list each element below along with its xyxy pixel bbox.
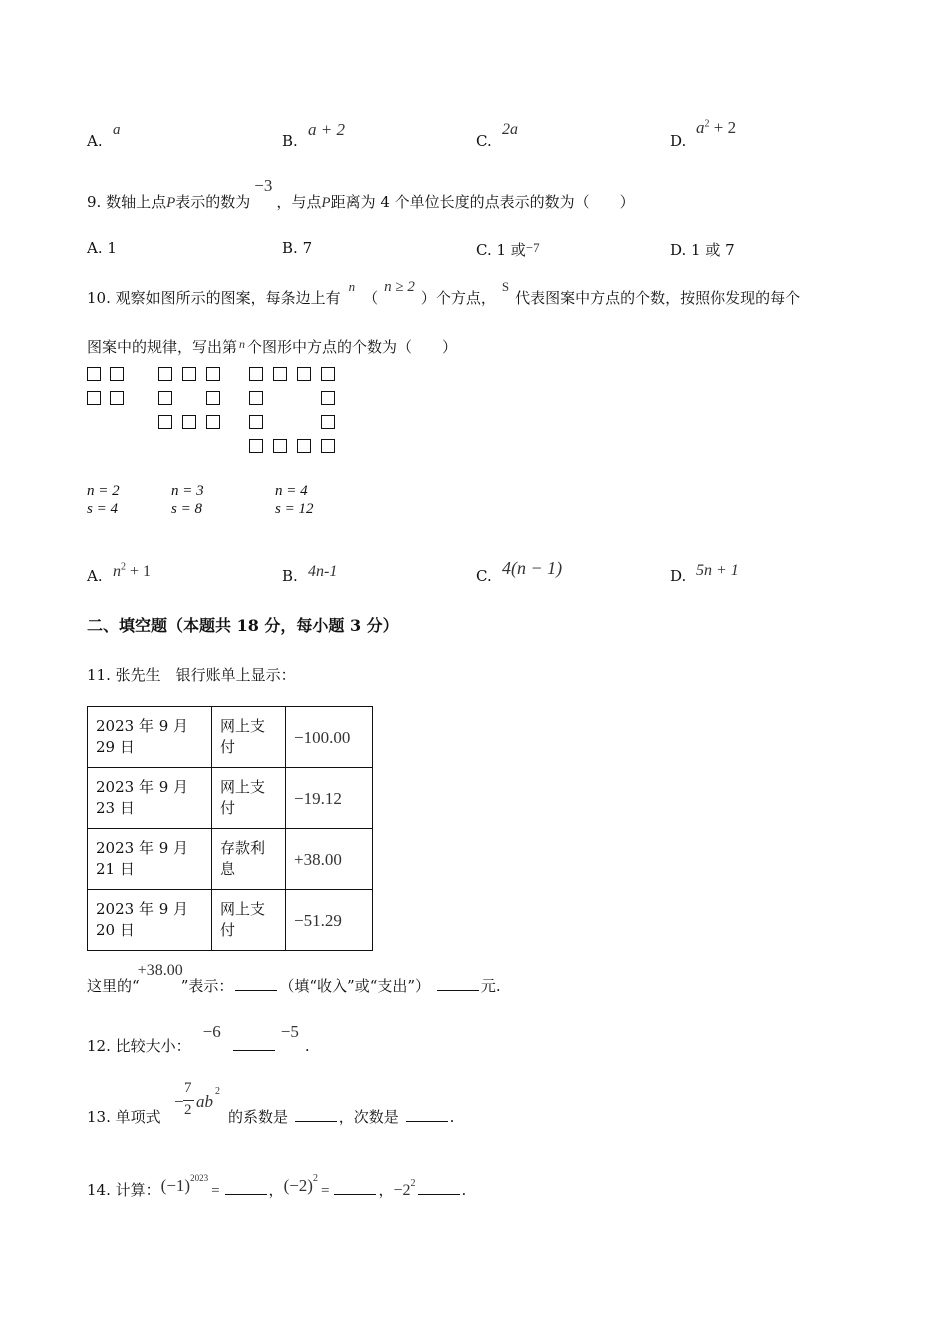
square-dot — [182, 367, 196, 381]
cell-amount: −100.00 — [286, 707, 373, 768]
option-expr: 4n-1 — [308, 563, 338, 580]
option-expr — [113, 561, 151, 581]
square-dot — [249, 415, 263, 429]
q11-stem — [87, 664, 296, 685]
square-dot — [158, 367, 172, 381]
stem-text: ”表示： — [180, 977, 234, 995]
label-s: s = 4 — [87, 501, 118, 517]
var-p: P — [321, 195, 331, 211]
question-number: 10. — [87, 289, 111, 307]
stem-text: 距离为 4 个单位长度的点表示的数为（ ） — [330, 193, 635, 211]
option-letter: A. — [87, 132, 103, 150]
square-dot — [87, 367, 101, 381]
table-row — [88, 890, 373, 951]
stem-text: 元. — [480, 977, 501, 995]
stem-text: 比较大小： — [115, 1037, 191, 1055]
answer-blank[interactable] — [233, 1036, 275, 1051]
square-dot — [206, 415, 220, 429]
stem-text: 计算： — [115, 1181, 161, 1199]
label-n: n = 3 — [171, 483, 204, 499]
expr-base: (−1) — [160, 1176, 191, 1195]
square-dot — [273, 439, 287, 453]
square-dot — [158, 415, 172, 429]
compare-left: −6 — [202, 1022, 221, 1041]
square-dot — [249, 391, 263, 405]
question-number: 11. — [87, 666, 111, 684]
option-expr: −7 — [525, 240, 540, 255]
question-number: 12. — [87, 1037, 111, 1055]
option-expr — [696, 118, 736, 138]
stem-text: ）个方点， — [420, 289, 496, 307]
stem-text: 观察如图所示的图案，每条边上有 — [115, 289, 341, 307]
answer-blank[interactable] — [437, 976, 479, 991]
expr-base: a — [696, 118, 705, 137]
q10-stem-line2 — [87, 336, 457, 357]
frac-den: 2 — [184, 1102, 192, 1118]
stem-text: 个图形中方点的个数为（ ） — [247, 338, 458, 356]
square-dot — [297, 367, 311, 381]
figure-label-n4 — [275, 482, 313, 518]
question-number: 9. — [87, 193, 102, 211]
q11-fill-line — [87, 962, 501, 996]
option-letter: B. — [282, 567, 298, 585]
option-letter: C. — [476, 241, 492, 259]
option-letter: C. — [476, 567, 492, 585]
table-row — [88, 829, 373, 890]
answer-blank[interactable] — [406, 1107, 448, 1122]
expr-sign: − — [174, 1092, 184, 1111]
bank-statement-table — [87, 706, 373, 951]
square-dot — [158, 391, 172, 405]
cell-type: 存款利息 — [212, 829, 286, 890]
value-expr: −3 — [254, 176, 273, 195]
option-expr: a + 2 — [308, 120, 345, 139]
answer-blank[interactable] — [334, 1180, 376, 1195]
stem-text: 代表图案中方点的个数，按照你发现的每个 — [515, 289, 801, 307]
stem-text: ， — [268, 1181, 284, 1199]
stem-text: 图案中的规律，写出第 — [87, 338, 238, 356]
answer-blank[interactable] — [295, 1107, 337, 1122]
cell-date: 2023 年 9 月 21 日 — [88, 829, 212, 890]
q10-option-a — [87, 561, 152, 585]
option-letter: D. — [670, 241, 687, 259]
square-dot — [321, 391, 335, 405]
q8-option-a — [87, 122, 121, 150]
figure-label-n3 — [171, 482, 204, 518]
value-expr: +38.00 — [137, 962, 183, 979]
cell-amount: −19.12 — [286, 768, 373, 829]
stem-text: . — [461, 1181, 467, 1199]
q9-option-b — [282, 239, 312, 257]
table-row — [88, 768, 373, 829]
cell-type: 网上支付 — [212, 707, 286, 768]
q9-option-a — [87, 239, 117, 257]
condition-expr: n ≥ 2 — [384, 279, 415, 295]
expr-var: ab — [196, 1092, 213, 1111]
answer-blank[interactable] — [225, 1180, 267, 1195]
square-dot — [182, 415, 196, 429]
var-n: n — [239, 337, 246, 351]
stem-text: 数轴上点 — [106, 193, 167, 211]
q13-fill-line — [228, 1106, 454, 1127]
expr-sup: 2023 — [190, 1173, 209, 1183]
compare-right: −5 — [280, 1022, 299, 1041]
cell-type: 网上支付 — [212, 768, 286, 829]
label-n: n = 2 — [87, 483, 120, 499]
square-dot — [321, 415, 335, 429]
square-dot — [110, 367, 124, 381]
option-expr: 2a — [502, 121, 518, 138]
expr-sup: 2 — [121, 561, 126, 573]
square-dot — [206, 367, 220, 381]
square-dot — [110, 391, 124, 405]
answer-blank[interactable] — [418, 1180, 460, 1195]
option-letter: B. — [282, 239, 298, 257]
cell-date: 2023 年 9 月 23 日 — [88, 768, 212, 829]
fraction-bar — [183, 1100, 194, 1101]
option-text: 1 — [107, 239, 117, 257]
square-dot — [249, 367, 263, 381]
label-s: s = 12 — [275, 501, 314, 517]
q14-stem — [87, 1173, 467, 1200]
stem-text: . — [449, 1108, 455, 1126]
equals-sign: = — [211, 1183, 220, 1199]
q9-option-d — [670, 239, 735, 260]
answer-blank[interactable] — [235, 976, 277, 991]
option-letter: A. — [87, 239, 103, 257]
square-dot — [297, 439, 311, 453]
figure-label-n2 — [87, 482, 120, 518]
option-expr: a — [113, 122, 121, 138]
square-dot — [249, 439, 263, 453]
var-p: P — [166, 195, 176, 211]
stem-text: 单项式 — [115, 1108, 161, 1126]
q10-stem-line1 — [87, 279, 801, 308]
option-letter: C. — [476, 132, 492, 150]
square-dot — [87, 391, 101, 405]
q12-stem — [87, 1022, 310, 1056]
stem-text: （填“收入”或“支出”） — [279, 977, 431, 995]
q9-option-c — [476, 239, 540, 260]
expr-sup: 2 — [704, 118, 710, 130]
var-n: n — [348, 279, 356, 294]
option-expr: 5n + 1 — [696, 562, 739, 579]
option-letter: D. — [670, 132, 687, 150]
square-dot — [273, 367, 287, 381]
stem-text: 的系数是 — [228, 1108, 289, 1126]
label-n: n = 4 — [275, 483, 308, 499]
option-text: 7 — [302, 239, 313, 257]
q13-stem — [87, 1106, 161, 1127]
square-dot — [206, 391, 220, 405]
stem-text: 这里的“ — [87, 977, 140, 995]
stem-text: （ — [363, 289, 379, 307]
stem-text: . — [304, 1037, 310, 1055]
q9-stem — [87, 176, 635, 212]
option-letter: A. — [87, 567, 103, 585]
option-letter: D. — [670, 567, 687, 585]
q8-option-c — [476, 121, 518, 150]
square-dot — [321, 367, 335, 381]
option-text: 1 或 — [496, 241, 526, 259]
expr-base: n — [113, 563, 121, 580]
q8-option-b — [282, 120, 345, 150]
expr-sup: 2 — [312, 1173, 318, 1184]
label-s: s = 8 — [171, 501, 202, 517]
stem-text: ，次数是 — [338, 1108, 399, 1126]
cell-date: 2023 年 9 月 20 日 — [88, 890, 212, 951]
cell-date: 2023 年 9 月 29 日 — [88, 707, 212, 768]
q10-option-d — [670, 562, 739, 585]
expr-sup: 2 — [215, 1086, 220, 1097]
stem-text: ，与点 — [276, 193, 322, 211]
q8-option-d — [670, 118, 737, 150]
section-heading: 二、填空题（本题共 18 分，每小题 3 分） — [87, 616, 399, 635]
expr-tail: + 1 — [126, 563, 152, 580]
frac-num: 7 — [184, 1080, 192, 1096]
expr-base: (−2) — [283, 1176, 313, 1195]
expr-tail: + 2 — [709, 118, 737, 137]
stem-text: 表示的数为 — [175, 193, 251, 211]
stem-text: ， — [378, 1181, 394, 1199]
var-s: S — [501, 279, 510, 294]
option-text: 1 或 7 — [691, 241, 735, 259]
expr-base: −2 — [393, 1182, 411, 1199]
option-expr: 4(n − 1) — [502, 558, 563, 578]
expr-sup: 2 — [410, 1178, 416, 1189]
option-letter: B. — [282, 132, 298, 150]
stem-text: 张先生 银行账单上显示： — [115, 666, 296, 684]
square-dot — [321, 439, 335, 453]
equals-sign: = — [320, 1183, 330, 1199]
table-row — [88, 707, 373, 768]
cell-amount: −51.29 — [286, 890, 373, 951]
question-number: 14. — [87, 1181, 111, 1199]
question-number: 13. — [87, 1108, 111, 1126]
q10-option-c — [476, 558, 563, 585]
q10-option-b — [282, 563, 338, 585]
cell-amount: +38.00 — [286, 829, 373, 890]
cell-type: 网上支付 — [212, 890, 286, 951]
monomial-expr — [174, 1080, 226, 1124]
